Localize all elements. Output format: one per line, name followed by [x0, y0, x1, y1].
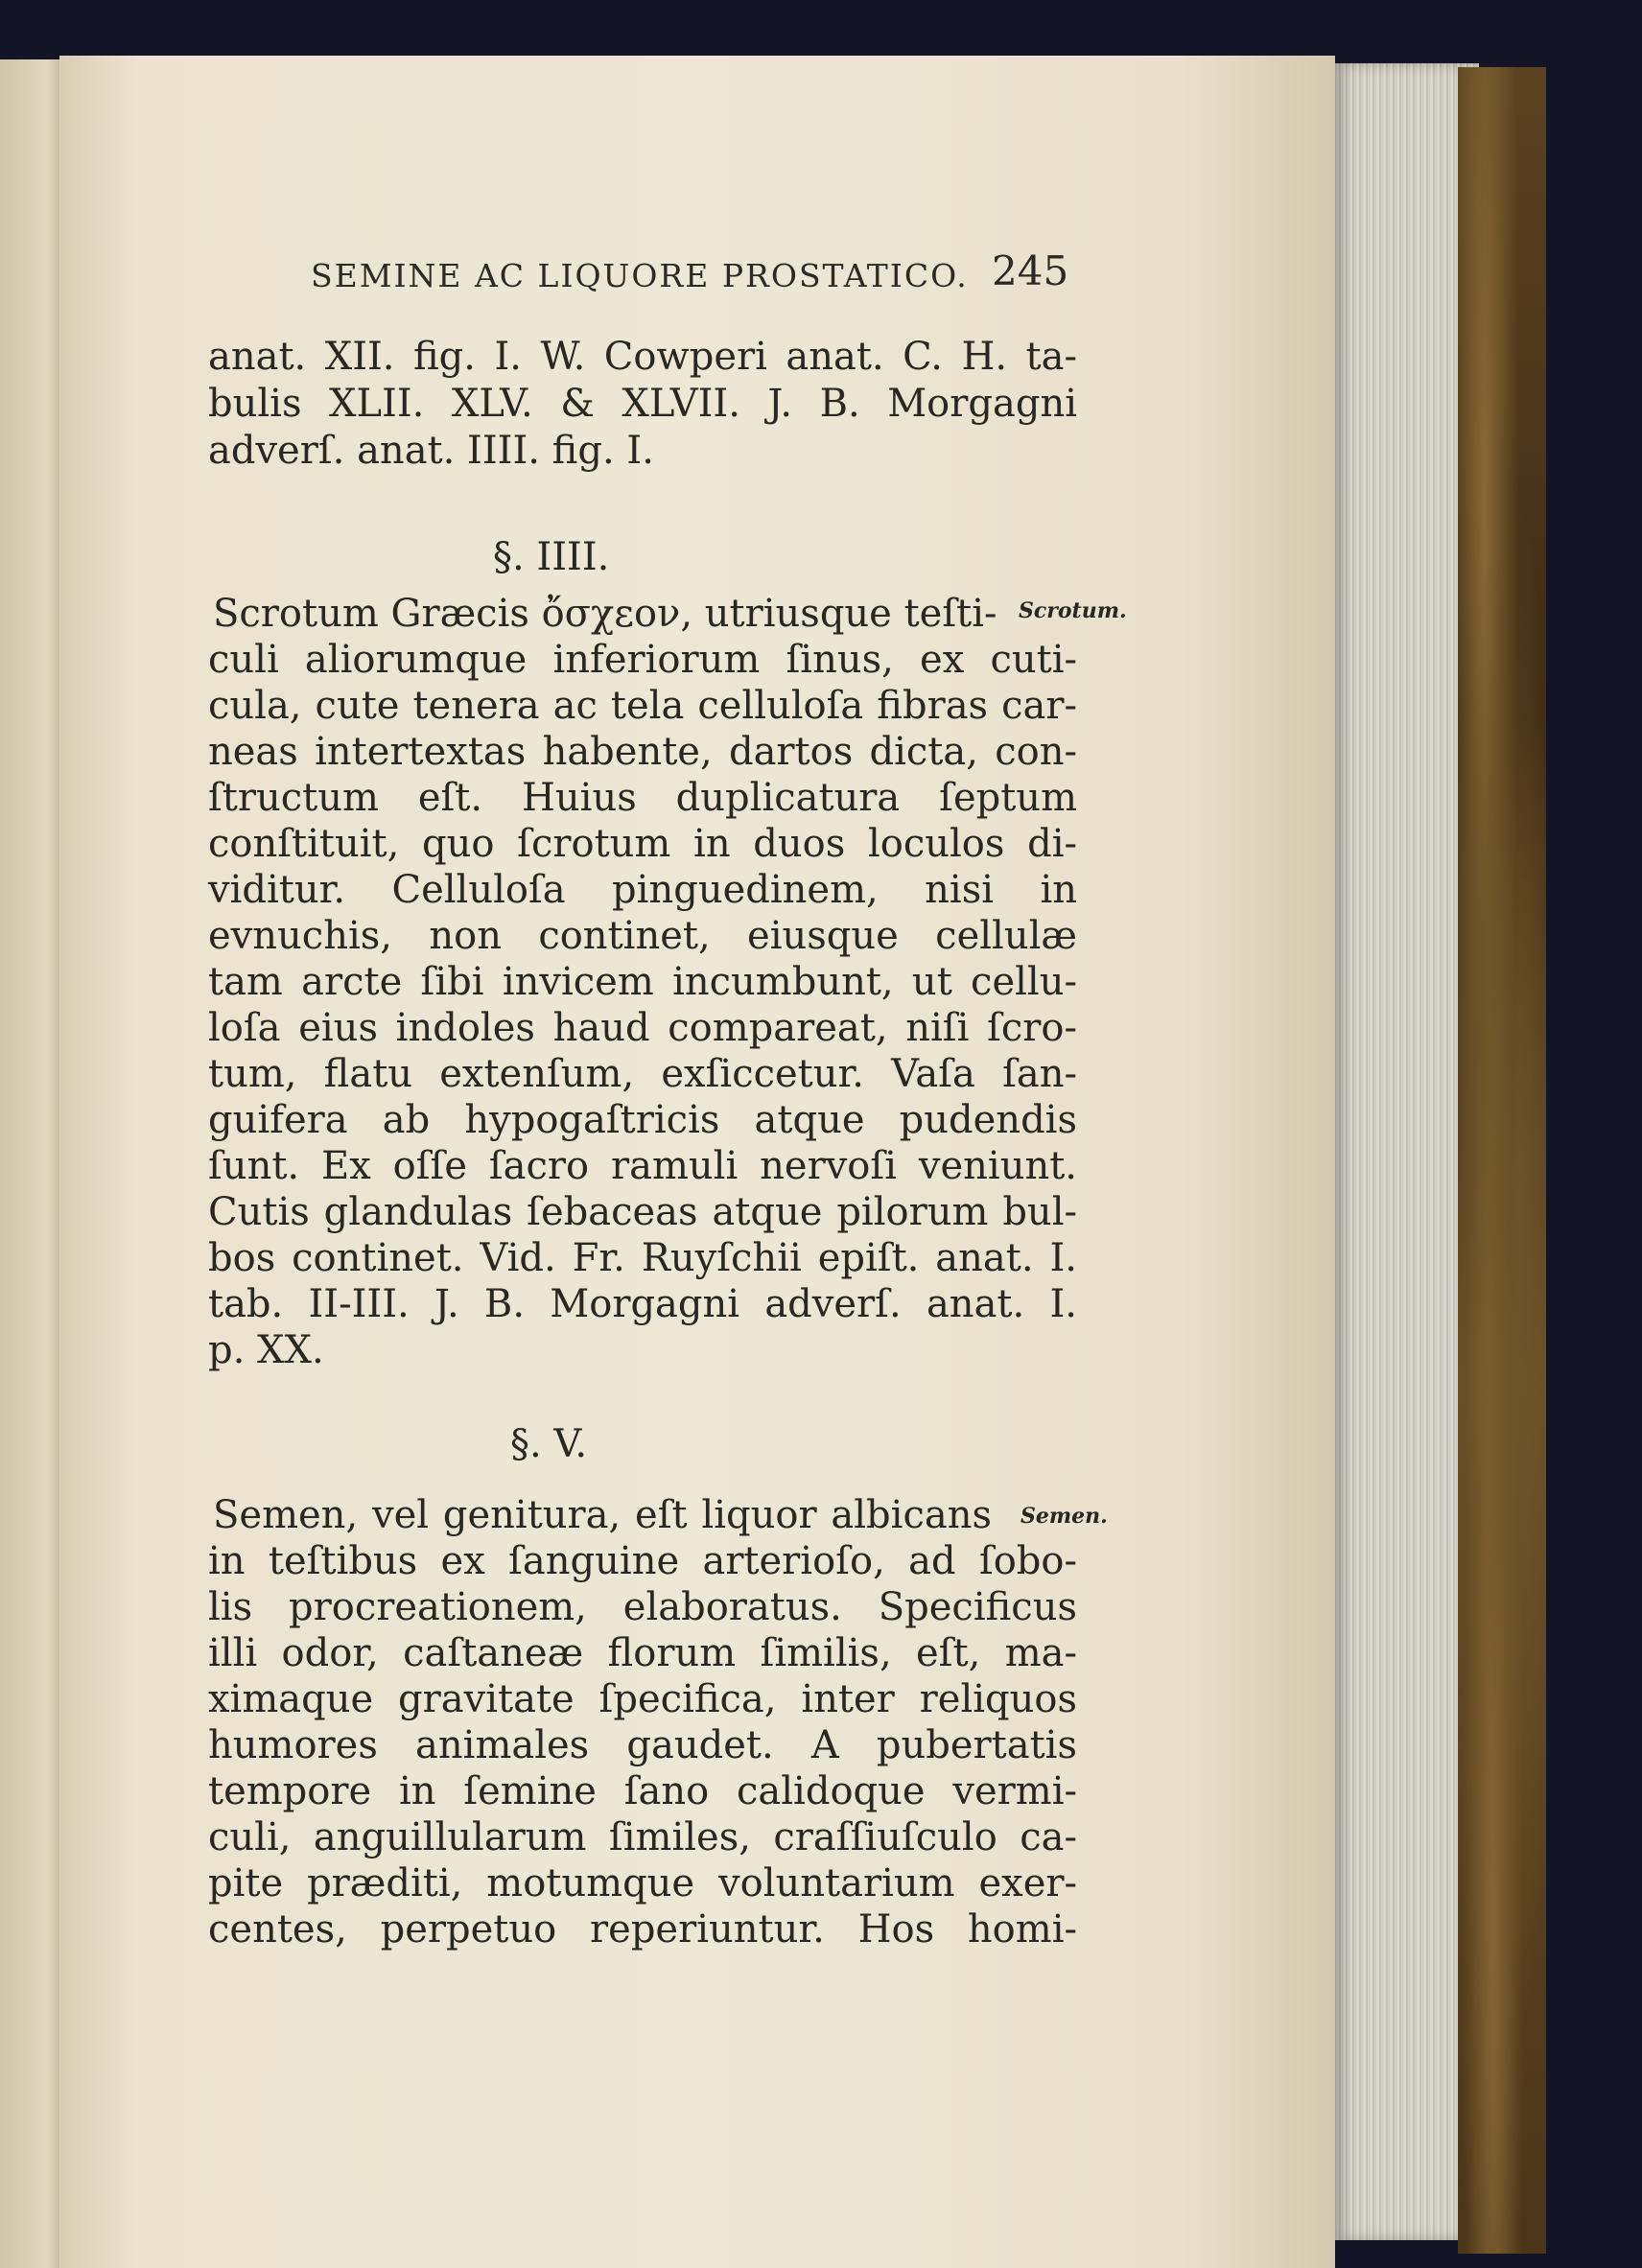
text-line: loſa eius indoles haud compareat, niſi ſcro- [208, 1006, 1077, 1050]
text-line: bos continet. Vid. Fr. Ruyſchii epiſt. anat. I. [208, 1236, 1077, 1280]
running-head: SEMINE AC LIQUORE PROSTATICO. [311, 257, 969, 294]
text-line: ſunt. Ex oſſe ſacro ramuli nervoſi veniunt. [208, 1144, 1077, 1188]
text-line: culi, anguillularum ſimiles, craſſiuſculo ca- [208, 1815, 1077, 1859]
text-line: Semen, vel genitura, eſt liquor albicans [213, 1493, 992, 1537]
section-heading: §. V. [510, 1422, 588, 1466]
text-line: cula, cute tenera ac tela celluloſa fibras car- [208, 684, 1077, 728]
text-line: pite præditi, motumque voluntarium exer- [208, 1861, 1077, 1906]
text-line: humores animales gaudet. A pubertatis [208, 1723, 1077, 1767]
page-number: 245 [992, 247, 1069, 294]
text-line: tempore in ſemine ſano calidoque vermi- [208, 1769, 1077, 1813]
marginal-note: Semen. [1020, 1504, 1108, 1529]
text-line: Scrotum Græcis ὄσχεον, utriusque teſti- [213, 592, 997, 636]
text-line: ſtructum eſt. Huius duplicatura ſeptum [208, 776, 1077, 820]
text-line: guifera ab hypogaſtricis atque pudendis [208, 1098, 1077, 1142]
marginal-note: Scrotum. [1019, 598, 1127, 623]
text-line: viditur. Celluloſa pinguedinem, nisi in [208, 868, 1077, 912]
text-line: in teſtibus ex ſanguine arterioſo, ad ſobo- [208, 1539, 1077, 1583]
text-line: centes, perpetuo reperiuntur. Hos homi- [208, 1907, 1077, 1952]
text-line: tum, flatu extenſum, exſiccetur. Vaſa ſan- [208, 1052, 1077, 1096]
text-line: Cutis glandulas ſebaceas atque pilorum bul- [208, 1190, 1077, 1234]
text-line: lis procreationem, elaboratus. Specificus [208, 1585, 1077, 1629]
text-line: evnuchis, non continet, eiusque cellulæ [208, 914, 1077, 958]
text-line: conſtituit, quo ſcrotum in duos loculos di- [208, 822, 1077, 866]
text-line: illi odor, caſtaneæ florum ſimilis, eſt, ma- [208, 1631, 1077, 1675]
facing-page-edge [0, 59, 67, 2268]
text-line: anat. XII. fig. I. W. Cowperi anat. C. H. ta- [208, 335, 1077, 379]
text-line: adverſ. anat. IIII. fig. I. [208, 429, 654, 473]
text-line: bulis XLII. XLV. & XLVII. J. B. Morgagni [208, 382, 1077, 426]
marbled-cover [1458, 67, 1546, 2254]
text-line: neas intertextas habente, dartos dicta, con- [208, 730, 1077, 774]
text-line: culi aliorumque inferiorum ſinus, ex cuti- [208, 638, 1077, 682]
book-page [59, 56, 1335, 2268]
text-line: ximaque gravitate ſpecifica, inter reliquos [208, 1677, 1077, 1721]
section-heading: §. IIII. [493, 535, 610, 579]
text-line: tam arcte ſibi invicem incumbunt, ut cellu- [208, 960, 1077, 1004]
text-line: p. XX. [208, 1328, 324, 1372]
text-line: tab. II-III. J. B. Morgagni adverſ. anat. I. [208, 1282, 1077, 1326]
